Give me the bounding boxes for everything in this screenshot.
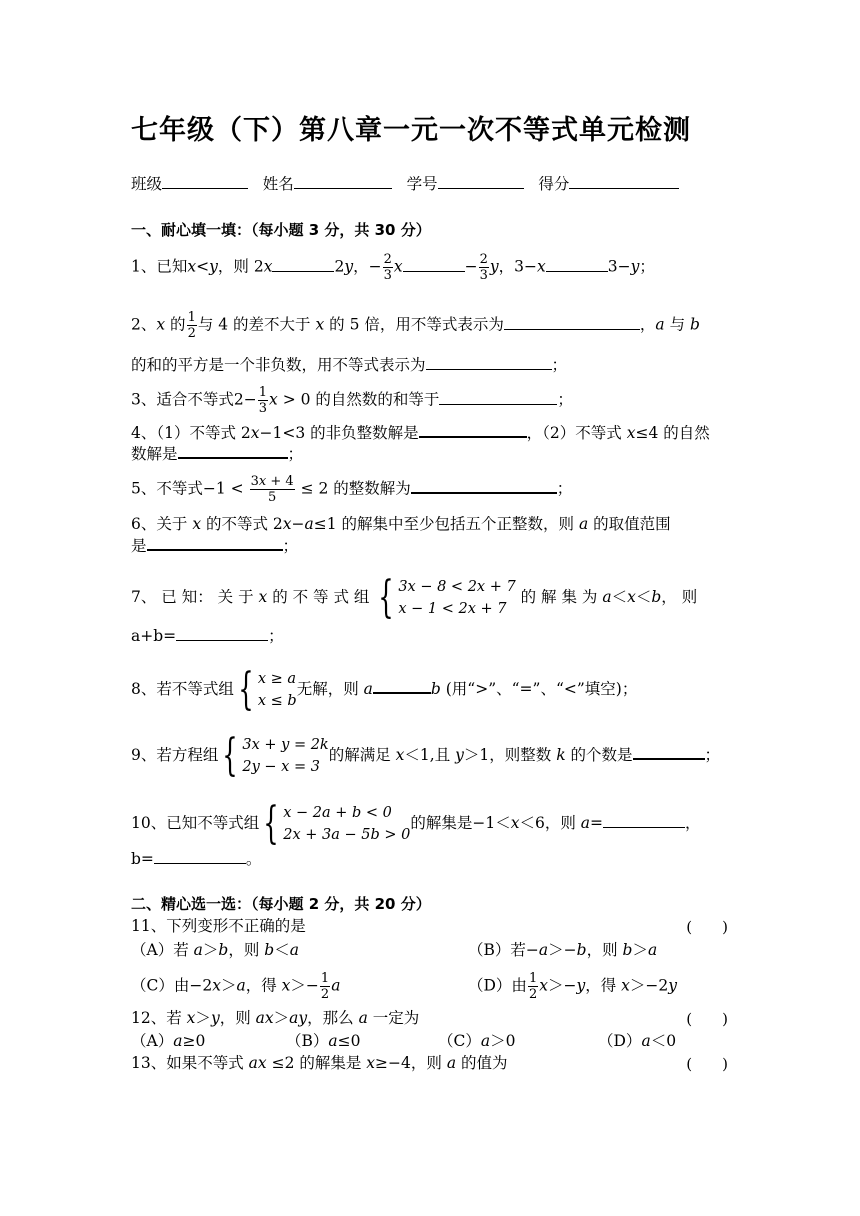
q11-option-a[interactable]: （A）若 a＞b，则 b＜a [131, 941, 299, 959]
q11-option-b[interactable]: （B）若−a＞−b，则 b＞a [468, 941, 658, 959]
name-label: 姓名 [262, 175, 294, 193]
q3-blank[interactable] [439, 390, 557, 405]
q12-option-a[interactable]: （A）a≥0 [131, 1032, 206, 1050]
question-4-cont: 数解是 ； [131, 445, 304, 463]
q12-option-d[interactable]: （D）a＜0 [598, 1032, 677, 1050]
q11-option-d[interactable]: （D）由 $\frac{1}{2}$ x＞−y，得 x＞−2y [468, 971, 678, 1002]
q6-blank[interactable] [147, 535, 283, 551]
q4-blank-1[interactable] [419, 422, 527, 438]
id-label: 学号 [406, 175, 438, 193]
q1-blank-2[interactable] [403, 257, 465, 272]
q12-option-b[interactable]: （B）a≤0 [286, 1032, 361, 1050]
question-4: 4、（1）不等式 2x−1<3 的非负整数解是 ，（2）不等式 x≤4 的自然 [131, 424, 710, 442]
question-9: 9、若方程组 { 3x + y = 2k 2y − x = 3 的解满足 x＜1,且 y＞1，则整数 k 的个数是 ； [131, 730, 721, 781]
class-blank[interactable] [162, 174, 248, 189]
q8-blank[interactable] [373, 678, 431, 694]
question-7-cont: a+b= ； [131, 627, 284, 645]
q7-blank[interactable] [176, 626, 268, 641]
q9-blank[interactable] [633, 744, 705, 760]
q2-blank-2[interactable] [426, 355, 552, 370]
header-fields [131, 174, 679, 194]
question-10-cont: b= 。 [131, 850, 262, 868]
question-12: 12、若 x＞y，则 ax＞ay，那么 a 一定为 [131, 1009, 420, 1027]
score-blank[interactable] [569, 174, 679, 189]
q5-blank[interactable] [411, 478, 557, 494]
question-5: 5、不等式−1 < $\frac{3x + 4}{5}$ ≤ 2 的整数解为 ； [131, 474, 573, 505]
question-11: 11、下列变形不正确的是 [131, 917, 306, 935]
question-2: 2、x 的 $\frac{1}{2}$ 与 4 的差不大于 x 的 5 倍，用不等式表示为 ，a 与 b [131, 310, 700, 341]
q10-blank-b[interactable] [154, 849, 246, 864]
q2-blank-1[interactable] [504, 315, 640, 330]
question-8: 8、若不等式组 { x ≥ a x ≤ b 无解，则 a b (用“>”、“=”、“<”填空)； [131, 664, 638, 715]
page-title: 七年级（下）第八章一元一次不等式单元检测 [131, 115, 691, 146]
question-3: 3、适合不等式2− $\frac{1}{3}$ x > 0 的自然数的和等于 ； [131, 385, 573, 416]
score-label: 得分 [538, 175, 570, 193]
question-7: 7、 已 知： 关 于 x 的 不 等 式 组 { 3x − 8 < 2x + 7 x − 1 < 2x + 7 的 解 集 为 a＜x＜b， 则 [131, 572, 698, 623]
q11-option-c[interactable]: （C）由−2x＞a，得 x＞− $\frac{1}{2}$ a [131, 971, 341, 1002]
q10-blank-a[interactable] [603, 813, 685, 828]
question-6-cont: 是 ； [131, 537, 299, 555]
question-6: 6、关于 x 的不等式 2x−a≤1 的解集中至少包括五个正整数，则 a 的取值范围 [131, 515, 671, 533]
question-2-cont: 的和的平方是一个非负数，用不等式表示为 ； [131, 356, 568, 374]
q13-answer-paren[interactable]: ( ) [686, 1055, 728, 1073]
section2-heading: 二、精心选一选：（每小题 2 分，共 20 分） [131, 895, 431, 913]
question-10: 10、已知不等式组 { x − 2a + b < 0 2x + 3a − 5b > 0 的解集是−1＜x＜6，则 a= ， [131, 798, 701, 849]
class-label: 班级 [131, 175, 163, 193]
question-1: 1、已知x<y，则 2x 2y，− $\frac{2}{3}$ x − $\frac{2}{3}$ y，3−x 3−y； [131, 252, 655, 283]
question-13: 13、如果不等式 ax ≤2 的解集是 x≥−4，则 a 的值为 [131, 1054, 508, 1072]
q12-answer-paren[interactable]: ( ) [686, 1010, 728, 1028]
q12-option-c[interactable]: （C）a＞0 [438, 1032, 516, 1050]
id-blank[interactable] [438, 174, 524, 189]
section1-heading: 一、耐心填一填：（每小题 3 分，共 30 分） [131, 221, 431, 239]
q1-blank-1[interactable] [272, 257, 334, 272]
name-blank[interactable] [294, 174, 392, 189]
q11-answer-paren[interactable]: ( ) [686, 918, 728, 936]
q4-blank-2[interactable] [178, 443, 288, 459]
q1-blank-3[interactable] [546, 257, 608, 272]
